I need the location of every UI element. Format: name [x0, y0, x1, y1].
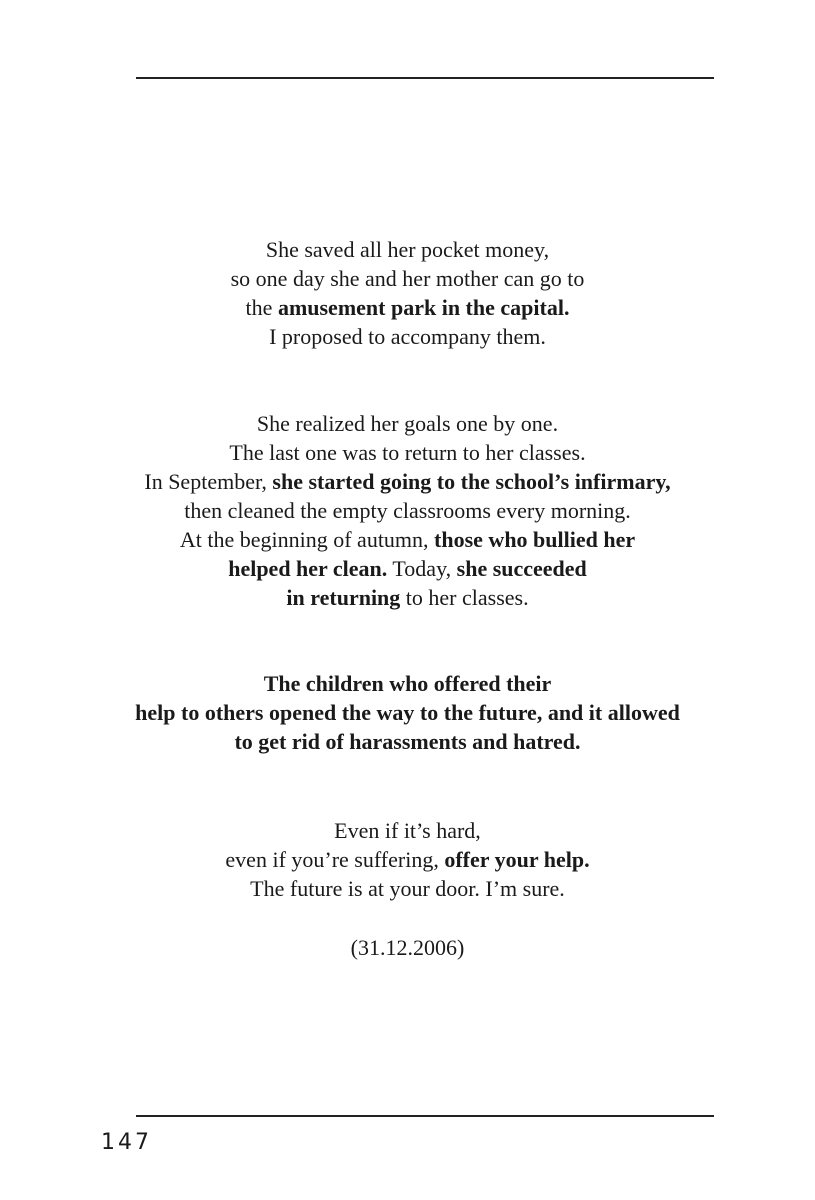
text-line: [0, 583, 815, 612]
text-line: [0, 698, 815, 727]
text-segment: Today,: [387, 556, 457, 581]
top-rule: [136, 77, 714, 79]
text-segment: I proposed to accompany them.: [269, 324, 546, 349]
text-segment: At the beginning of autumn,: [179, 527, 435, 552]
text-segment: to her classes.: [400, 585, 529, 610]
text-line: [0, 669, 815, 698]
date-text: (31.12.2006): [350, 935, 465, 960]
text-segment: the: [245, 295, 278, 320]
page-number: 147: [101, 1130, 152, 1155]
text-line: [0, 438, 815, 467]
bold-text-segment: The children who offered their: [263, 671, 552, 696]
text-line: [0, 293, 815, 322]
text-segment: The last one was to return to her classes.: [229, 440, 586, 465]
text-line: [0, 845, 815, 874]
text-line: [0, 409, 815, 438]
bold-text-segment: she succeeded: [456, 556, 587, 581]
bold-text-segment: those who bullied her: [434, 527, 636, 552]
text-line: [0, 525, 815, 554]
text-segment: even if you’re suffering,: [225, 847, 445, 872]
paragraph-offer-help: [0, 816, 815, 903]
bold-text-segment: help to others opened the way to the future, and it allowed: [135, 700, 680, 725]
text-segment: Even if it’s hard,: [334, 818, 481, 843]
bottom-rule: [136, 1115, 714, 1117]
text-line: [0, 496, 815, 525]
bold-text-segment: in returning: [286, 585, 401, 610]
bold-text-segment: to get rid of harassments and hatred.: [234, 729, 581, 754]
paragraph-pocket-money: [0, 235, 815, 351]
text-line: [0, 467, 815, 496]
text-line: [0, 235, 815, 264]
bold-text-segment: amusement park in the capital.: [277, 295, 570, 320]
text-line: [0, 264, 815, 293]
text-segment: She realized her goals one by one.: [256, 411, 559, 436]
paragraph-goals: [0, 409, 815, 612]
text-segment: She saved all her pocket money,: [265, 237, 550, 262]
text-segment: The future is at your door. I’m sure.: [250, 876, 565, 901]
text-segment: then cleaned the empty classrooms every morning.: [184, 498, 631, 523]
text-line: [0, 727, 815, 756]
text-line: [0, 816, 815, 845]
bold-text-segment: offer your help.: [444, 847, 590, 872]
bold-text-segment: she started going to the school’s infirmary,: [272, 469, 671, 494]
date-line: [0, 933, 815, 962]
text-line: [0, 874, 815, 903]
text-line: [0, 554, 815, 583]
bold-text-segment: helped her clean.: [228, 556, 388, 581]
text-segment: In September,: [144, 469, 273, 494]
paragraph-children-help: [0, 669, 815, 756]
text-segment: so one day she and her mother can go to: [230, 266, 585, 291]
text-line: [0, 322, 815, 351]
